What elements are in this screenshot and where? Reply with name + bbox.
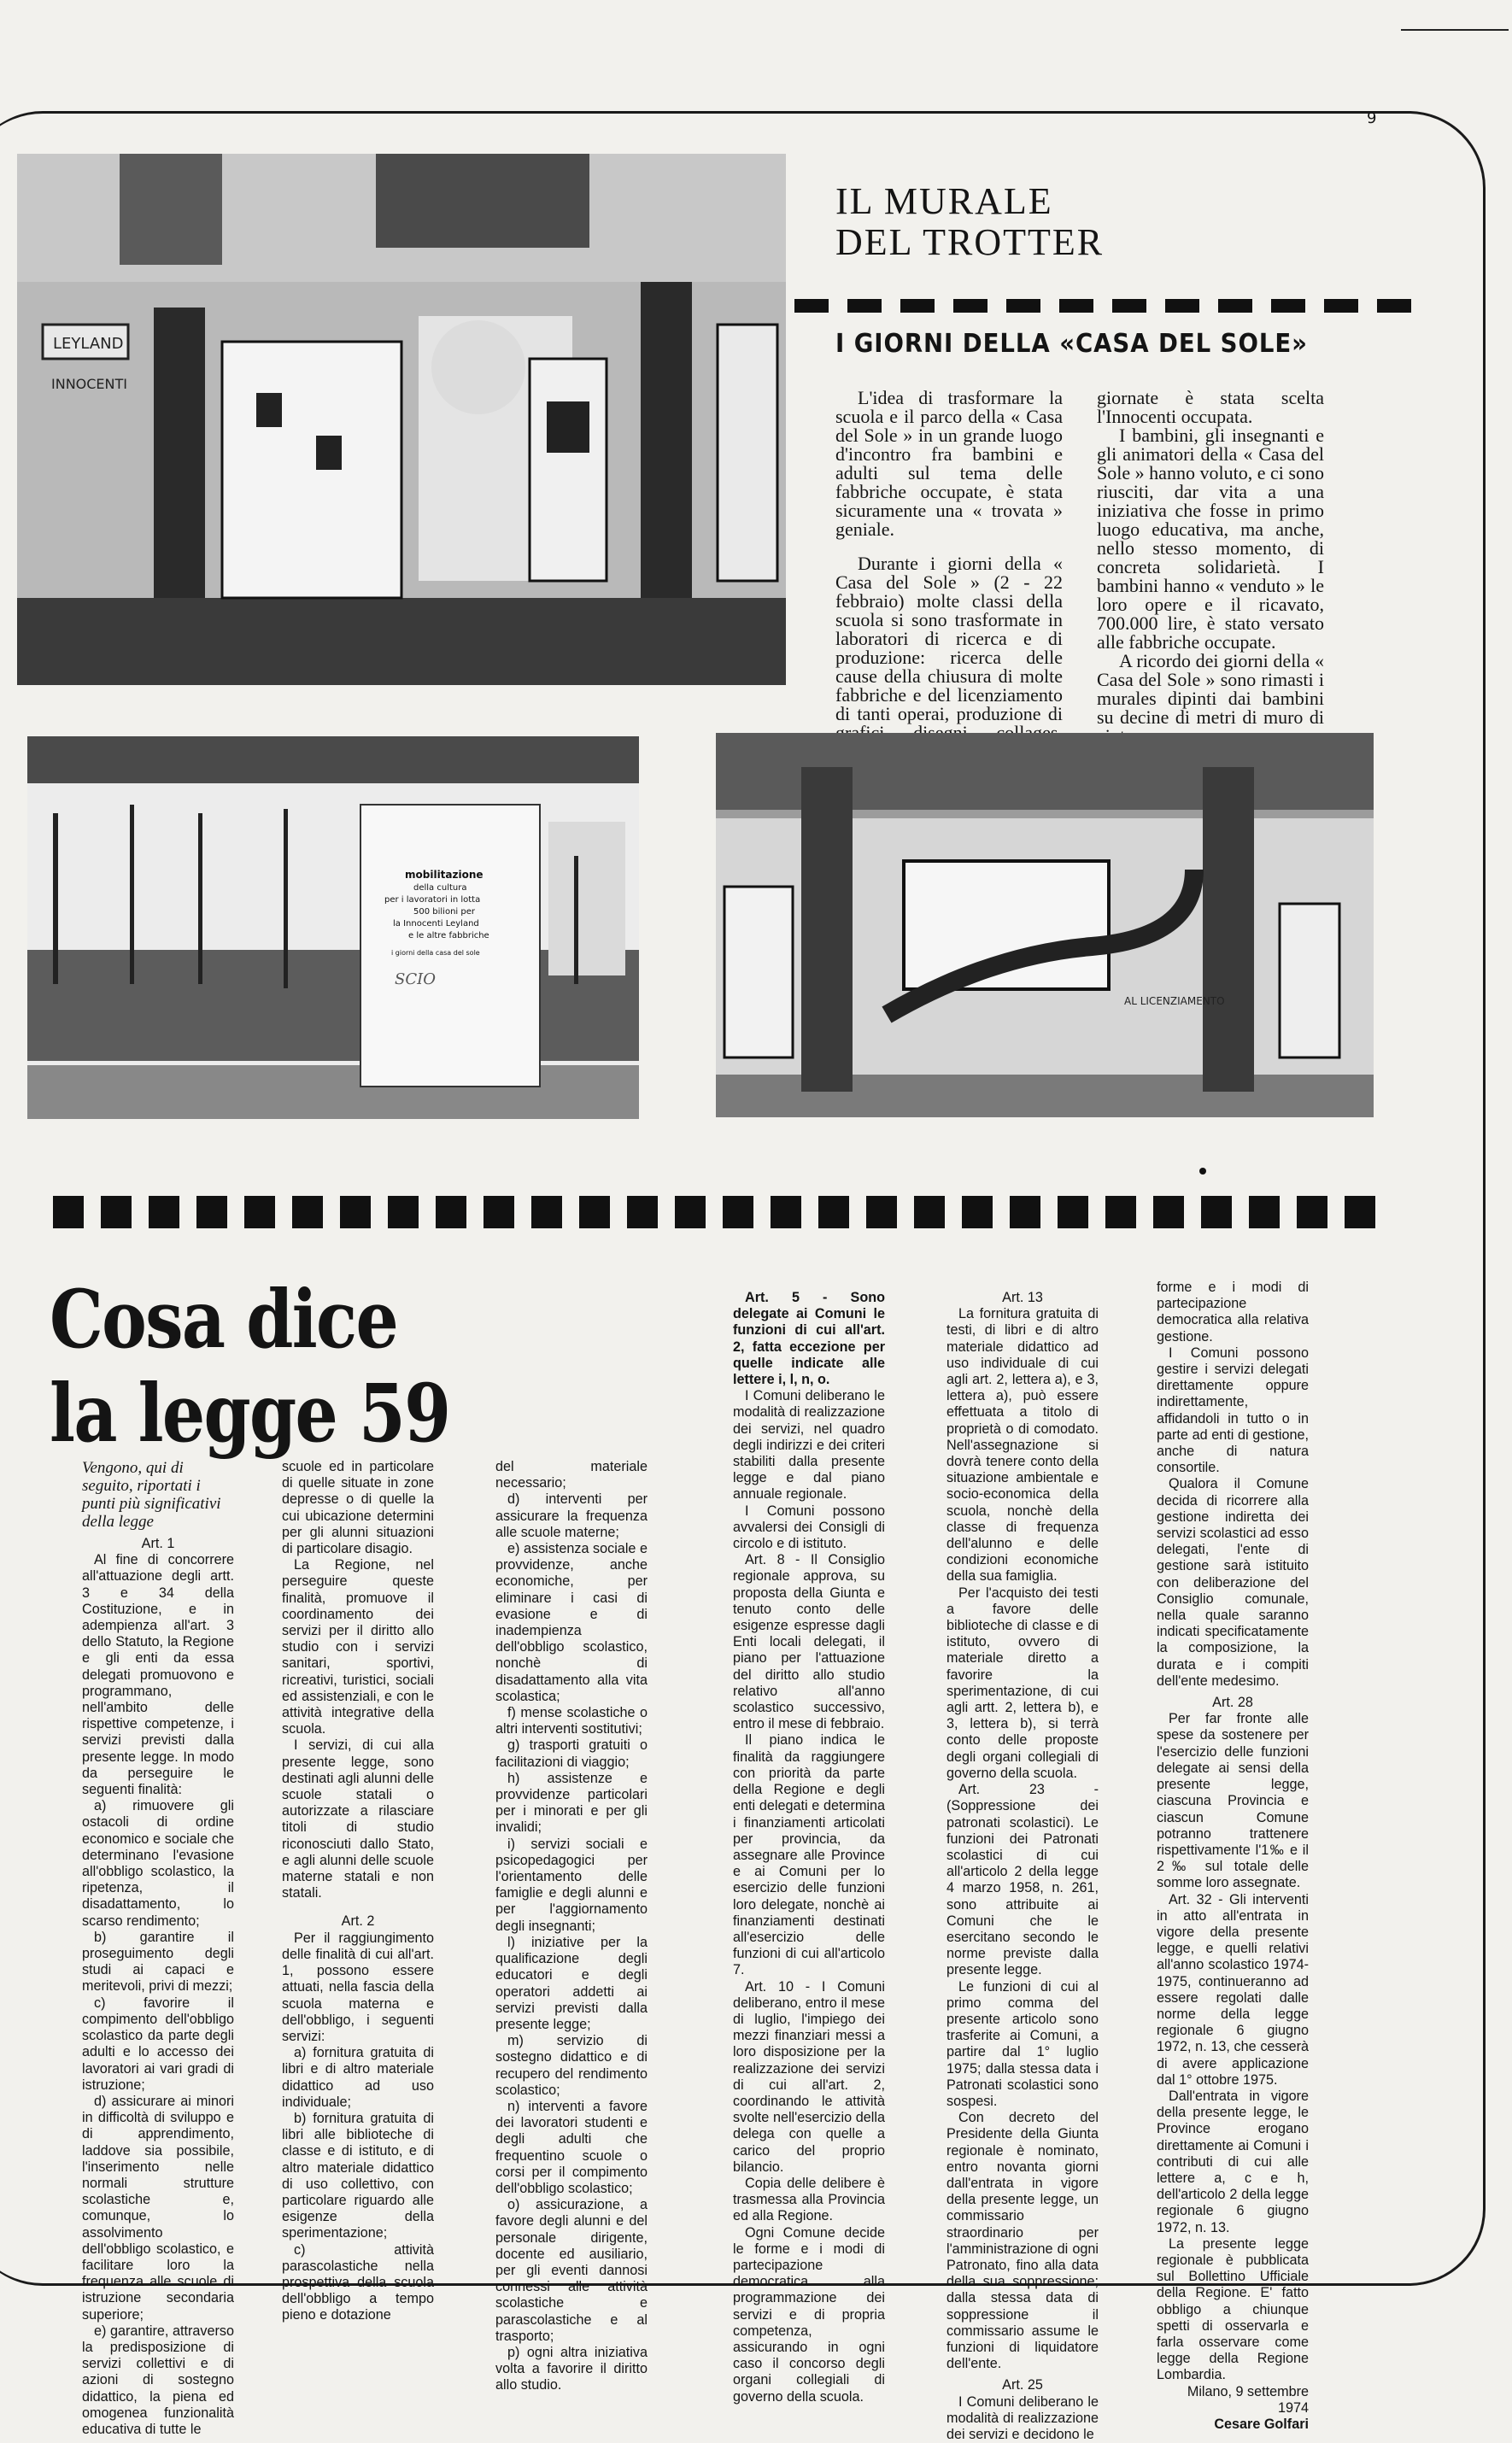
intro-paragraph: giornate è stata scelta l'Innocenti occupata.: [1097, 387, 1324, 427]
law-paragraph: La fornitura gratuita di testi, di libri e di altro materiale didattico ad uso individuale di cui agli art. 2, lettera a), e 3, lettera a), può essere effettuata a titolo di proprietà o di comodato. Nell'assegnazione si dovrà tenere conto della situazione ambientale e socio-economica della scuola, nonchè della classe di frequenza dell'alunno e delle condizioni economiche della sua famiglia.: [946, 1306, 1099, 1585]
law-paragraph: Art. 8 - Il Consiglio regionale approva, su proposta della Giunta e tenuto conto delle esigenze espresse dagli Enti locali delegati, il piano per l'attuazione del diritto allo studio relativo all'anno scolastico successivo, entro il mese di febbraio.: [733, 1552, 885, 1732]
law-paragraph: I Comuni deliberano le modalità di realizzazione dei servizi, nel quadro degli indirizzi e dei criteri stabiliti dalla presente legge e dal piano annuale regionale.: [733, 1388, 885, 1503]
wall-text: AL LICENZIAMENTO: [1124, 995, 1225, 1007]
law-paragraph: La presente legge regionale è pubblicata sul Bollettino Ufficiale della Regione. E' fatto obbligo a chiunque spetti di osservarla e farla osservare come legge della Regione Lombardia.: [1157, 2235, 1309, 2383]
law-paragraph: d) assicurare ai minori in difficoltà di sviluppo e di apprendimento, laddove sia possibile, l'inserimento nelle normali strutture scolastiche e, comunque, lo assolvimento dell'obbligo scolastico, e facilitare loro la frequenza alle scuole di istruzione secondaria superiore;: [82, 2093, 234, 2323]
law-paragraph: Art. 10 - I Comuni deliberano, entro il mese di luglio, l'impiego dei mezzi finanziari messi a loro disposizione per la realizzazione dei servizi di cui all'art. 2, coordinando le attività svolte nell'esercizio della delega con quelle a carico del proprio bilancio.: [733, 1978, 885, 2175]
law-paragraph: forme e i modi di partecipazione democratica alla relativa gestione.: [1157, 1280, 1309, 1345]
title-line-1: IL MURALE: [835, 180, 1053, 222]
article-heading: Art. 1: [141, 1536, 175, 1551]
law-title-line-2: la legge 59: [50, 1367, 450, 1461]
law-paragraph: Dall'entrata in vigore della presente legge, le Province erogano direttamente ai Comuni i contributi di cui alle lettere a, c e h, dell'articolo 2 della legge regionale 6 giugno 1972, n. 13.: [1157, 2088, 1309, 2235]
intro-column-2: [1097, 389, 1324, 761]
intro-paragraph: L'idea di trasformare la scuola e il parco della « Casa del Sole » in un grande luogo d'incontro fra bambini e adulti sul tema delle fabbriche occupate, è stata sicuramente una « trovata » geniale.: [835, 387, 1063, 540]
poster-line: e le altre fabbriche: [408, 931, 489, 940]
law-title: [50, 1273, 449, 1461]
sign-text-leyland: LEYLAND: [53, 335, 124, 353]
law-paragraph: Le funzioni di cui al primo comma del presente articolo sono trasferite ai Comuni, a partire dal 1° luglio 1975; dalla stessa data i Patronati scolastici sono sospesi.: [946, 1978, 1099, 2109]
law-paragraph: e) assistenza sociale e provvidenze, anche economiche, per eliminare i casi di evasione e di inadempienza dell'obbligo scolastico, nonchè di disadattamento alla vita scolastica;: [495, 1541, 648, 1704]
law-column-5: [946, 1290, 1099, 2443]
law-paragraph: Copia delle delibere è trasmessa alla Provincia ed alla Regione.: [733, 2175, 885, 2224]
poster-line: i giorni della casa del sole: [391, 949, 480, 957]
page-number: 9: [1367, 109, 1377, 127]
law-paragraph: a) rimuovere gli ostacoli di ordine economico e sociale che determinano l'evasione all'obbligo scolastico, la ripetenza, il disadattamento, lo scarso rendimento;: [82, 1798, 234, 1929]
law-paragraph: e) garantire, attraverso la predisposizione di servizi collettivi e di azioni di sostegno didattico, la piena ed omogenea funzionalità educativa di tutte le: [82, 2323, 234, 2437]
article-subtitle: I GIORNI DELLA «CASA DEL SOLE»: [835, 329, 1308, 359]
article-heading: Art. 2: [341, 1913, 375, 1930]
poster-line: della cultura: [413, 883, 467, 893]
law-paragraph: del materiale necessario;: [495, 1459, 648, 1491]
top-rule: [1401, 29, 1509, 31]
law-paragraph: Per il raggiungimento delle finalità di cui all'art. 1, possono essere attuati, nella fascia della scuola materna e dell'obbligo, i seguenti servizi:: [282, 1930, 434, 2044]
law-paragraph: b) garantire il proseguimento degli studi ai capaci e meritevoli, privi di mezzi;: [82, 1929, 234, 1995]
law-paragraph: c) attività parascolastiche nella prospettiva della scuola dell'obbligo a tempo pieno e dotazione: [282, 2241, 434, 2323]
intro-paragraph: A ricordo dei giorni della « Casa del Sole » sono rimasti i murales dipinti dai bambini su decine di metri di muro di: [1097, 650, 1324, 728]
poster-line: per i lavoratori in lotta: [384, 895, 481, 905]
dot-marker: [1199, 1168, 1206, 1175]
mural-photo-right: [716, 733, 1374, 1117]
law-paragraph: l) iniziative per la qualificazione degli educatori e degli operatori addetti ai servizi previsti dalla presente legge;: [495, 1934, 648, 2032]
article-title: [835, 181, 1104, 263]
intro-paragraph: I bambini, gli insegnanti e gli animatori della « Casa del Sole » hanno voluto, e ci sono riusciti, dar vita a una iniziativa che fosse in primo luogo educativa, ma anche, nello stesso momento, di concreta solidarietà. I bambini hanno « venduto » le loro opere e il ricavato, 700.000 lire, è stato versato alle fabbriche occupate.: [1097, 425, 1324, 653]
poster-line: 500 bilioni per: [413, 907, 475, 917]
law-column-2: [282, 1459, 434, 2324]
law-paragraph: n) interventi a favore dei lavoratori studenti e degli adulti che frequentino scuole o corsi per il compimento dell'obbligo scolastico;: [495, 2098, 648, 2196]
law-paragraph: a) fornitura gratuita di libri e di altro materiale didattico ad uso individuale;: [282, 2045, 434, 2110]
law-paragraph: Per l'acquisto dei testi a favore delle biblioteche di classe e di istituto, ovvero di materiale diretto a favorire la sperimentazione, di cui agli artt. 2, lettera b), e 3, lettera b), si terrà conto delle proposte degli organi collegiali di governo della scuola.: [946, 1585, 1099, 1781]
law-column-6: [1157, 1280, 1309, 2433]
law-paragraph: g) trasporti gratuiti o facilitazioni di viaggio;: [495, 1737, 648, 1770]
law-paragraph: d) interventi per assicurare la frequenza alle scuole materne;: [495, 1491, 648, 1540]
law-paragraph: Il piano indica le finalità da raggiungere con priorità da parte della Regione e degli enti delegati e determina i finanziamenti articolati per provincia, da assegnare alle Province e ai Comuni per lo esercizio delle funzioni loro delegate, nonchè ai finanziamenti destinati all'esercizio delle funzioni di cui all'articolo 7.: [733, 1732, 885, 1978]
law-paragraph: p) ogni altra iniziativa volta a favorire il diritto allo studio.: [495, 2344, 648, 2393]
law-column-4: [733, 1290, 885, 2405]
law-paragraph: b) fornitura gratuita di libri alle biblioteche di classe e di istituto, e di altro materiale didattico di uso collettivo, con particolare riguardo alle esigenze della sperimentazione;: [282, 2110, 434, 2241]
dash-bar-middle: [53, 1196, 1375, 1228]
law-paragraph: Qualora il Comune decida di ricorrere alla gestione indiretta dei servizi scolastici ad esso delegati, l'ente di gestione sarà istituito con deliberazione del Consiglio comunale, nella quale saranno indicati specificatamente la composizione, la durata e i compiti dell'ente medesimo.: [1157, 1476, 1309, 1689]
law-paragraph: h) assistenze e provvidenze particolari per i minorati e per gli invalidi;: [495, 1770, 648, 1836]
law-paragraph: I Comuni possono gestire i servizi delegati direttamente oppure indirettamente, affidandoli in tutto o in parte ad enti di gestione, anche di natura consortile.: [1157, 1345, 1309, 1476]
law-paragraph: Per far fronte alle spese da sostenere per l'esercizio delle funzioni delegate ai sensi della presente legge, ciascuna Provincia e ciascun Comune potranno trattenere rispettivamente l'1‰ e il 2‰ sul totale delle somme loro assegnate.: [1157, 1711, 1309, 1891]
mural-photo-top: [17, 154, 786, 685]
law-paragraph: Art. 5 - Sono delegate ai Comuni le funzioni di cui all'art. 2, fatta eccezione per quelle indicate alle lettere i, l, n, o.: [733, 1290, 885, 1388]
law-signature: Cesare Golfari: [1214, 2417, 1309, 2433]
law-paragraph: f) mense scolastiche o altri interventi sostitutivi;: [495, 1705, 648, 1737]
title-line-2: DEL TROTTER: [835, 221, 1105, 263]
article-heading: Art. 25: [1002, 2377, 1043, 2393]
law-lead: Vengono, qui di seguito, riportati i punti più significativi della legge: [82, 1459, 221, 1531]
intro-paragraph: Durante i giorni della « Casa del Sole » (2 - 22 febbraio) molte classi della scuola si sono trasformate in laboratori di ricerca e di produzione: ricerca delle cause della chiusura di molte fabbriche e del licenziamento di tanti operai, produzione di: [835, 553, 1063, 724]
article-heading: Art. 28: [1212, 1695, 1253, 1711]
article-heading: Art. 13: [1002, 1290, 1043, 1305]
law-paragraph: i) servizi sociali e psicopedagogici per l'orientamento delle famiglie e degli alunni e per l'aggiornamento degli insegnanti;: [495, 1836, 648, 1934]
law-paragraph: scuole ed in particolare di quelle situate in zone depresse o di quelle la cui ubicazione determini per gli alunni situazioni di particolare disagio.: [282, 1459, 434, 1557]
law-paragraph: Art. 32 - Gli interventi in atto all'entrata in vigore della presente legge, e quelli relativi all'anno scolastico 1974-1975, continueranno ad essere regolati dalle norme della legge regionale 6 giugno 1972, n. 13, che cesserà di avere applicazione dal 1° ottobre 1975.: [1157, 1891, 1309, 2088]
dash-bar-top: [794, 299, 1411, 313]
poster-scribble: SCIO: [395, 970, 436, 988]
law-paragraph: I Comuni possono avvalersi dei Consigli di circolo e di istituto.: [733, 1503, 885, 1552]
law-paragraph: Art. 23 - (Soppressione dei patronati scolastici). Le funzioni dei Patronati scolastici di cui all'articolo 2 della legge 4 marzo 1958, n. 261, sono attribuite ai Comuni che le esercitano secondo le norme previste dalla presente legge.: [946, 1782, 1099, 1978]
law-paragraph: I servizi, di cui alla presente legge, sono destinati agli alunni delle scuole statali o autorizzate a rilasciare titoli di studio riconosciuti dallo Stato, e agli alunni delle scuole materne statali e non statali.: [282, 1737, 434, 1901]
poster-line: la Innocenti Leyland: [393, 919, 479, 929]
law-paragraph: La Regione, nel perseguire queste finalità, promuove il coordinamento dei servizi per il diritto allo studio con i servizi sanitari, sportivi, ricreativi, turistici, sociali ed assistenziali, e con le attività integrative della scuola.: [282, 1557, 434, 1737]
poster-line: mobilitazione: [405, 869, 483, 881]
law-paragraph: Ogni Comune decide le forme e i modi di partecipazione democratica alla programmazione dei servizi e di propria competenza, assicurando in ogni caso il concorso degli organi collegiali di governo della scuola.: [733, 2224, 885, 2405]
sign-text-innocenti: INNOCENTI: [51, 376, 127, 392]
law-column-1: [82, 1459, 234, 2438]
law-paragraph: I Comuni deliberano le modalità di realizzazione dei servizi e decidono le: [946, 2393, 1099, 2443]
law-paragraph: Al fine di concorrere all'attuazione degli artt. 3 e 34 della Costituzione, e in adempienza all'art. 3 dello Statuto, la Regione e gli enti da essa delegati promuovono e programmano, nell'ambito delle rispettive competenze, i servizi previsti dalla presente legge. In modo da perseguire le seguenti finalità:: [82, 1552, 234, 1798]
law-title-line-1: Cosa dice: [50, 1273, 398, 1367]
law-column-3: [495, 1459, 648, 2394]
law-paragraph: Con decreto del Presidente della Giunta regionale è nominato, entro novanta giorni dall'entrata in vigore della presente legge, un commissario straordinario per l'amministrazione di ogni Patronato, fino alla data della sua soppressione; dalla stessa data di soppressione il commissario assume le funzioni di liquidatore dell'ente.: [946, 2110, 1099, 2372]
law-paragraph: o) assicurazione, a favore degli alunni e del personale dirigente, docente ed ausiliario, per gli eventi dannosi connessi alle attività scolastiche e parascolastiche e al trasporto;: [495, 2197, 648, 2344]
law-date: Milano, 9 settembre 1974: [1187, 2383, 1309, 2416]
mural-photo-left: [27, 736, 639, 1119]
law-paragraph: c) favorire il compimento dell'obbligo scolastico da parte degli adulti e lo accesso dei lavoratori ai vari gradi di istruzione;: [82, 1995, 234, 2093]
law-paragraph: m) servizio di sostegno didattico e di recupero del rendimento scolastico;: [495, 2033, 648, 2098]
